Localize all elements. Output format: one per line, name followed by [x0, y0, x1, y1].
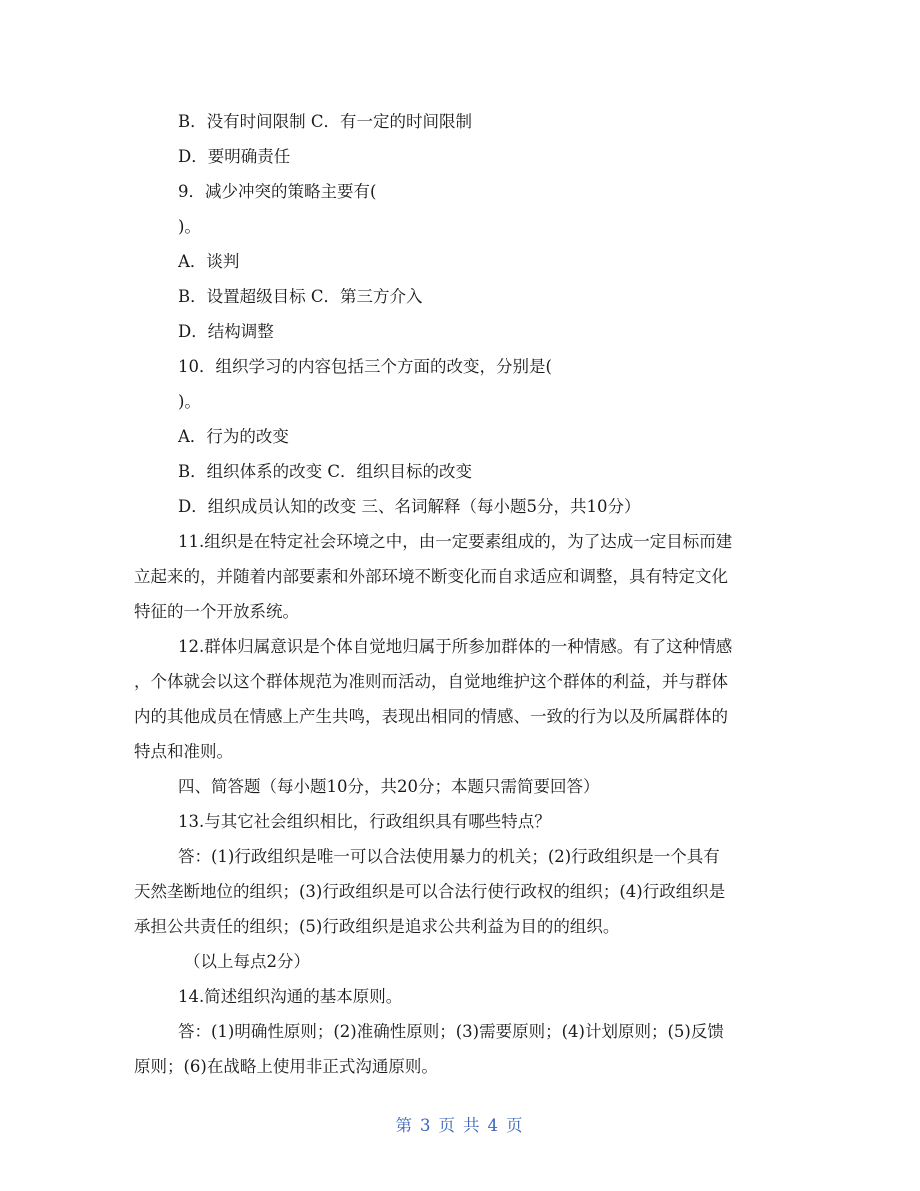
answer-13 — [134, 839, 742, 944]
definition-11-line: 11.组织是在特定社会环境之中，由一定要素组成的，为了达成一定目标而建 — [178, 532, 733, 551]
definition-12 — [134, 629, 742, 769]
option-line: D．要明确责任 — [178, 147, 291, 166]
footer-ye: 页 — [438, 1116, 457, 1135]
answer-14-line: 原则；(6)在战略上使用非正式沟通原则。 — [134, 1057, 438, 1076]
definition-12-line: ，个体就会以这个群体规范为准则而活动，自觉地维护这个群体的利益，并与群体 — [134, 672, 728, 691]
definition-12-line: 12.群体归属意识是个体自觉地归属于所参加群体的一种情感。有了这种情感 — [178, 637, 733, 656]
footer-total-pages: 4 — [487, 1116, 500, 1135]
definition-12-line: 内的其他成员在情感上产生共鸣，表现出相同的情感、一致的行为以及所属群体的 — [134, 707, 728, 726]
option-line: A．谈判 — [178, 252, 240, 271]
question-line-continued: )。 — [178, 217, 201, 236]
answer-14 — [134, 1014, 742, 1084]
footer-ye2: 页 — [506, 1116, 525, 1135]
option-line: D．组织成员认知的改变 三、名词解释（每小题5分，共10分） — [178, 497, 641, 516]
footer-di: 第 — [395, 1116, 414, 1135]
option-line: B．设置超级目标 C．第三方介入 — [178, 287, 423, 306]
option-line: A．行为的改变 — [178, 427, 289, 446]
question-14: 14.简述组织沟通的基本原则。 — [178, 987, 403, 1006]
answer-14-line: 答：(1)明确性原则；(2)准确性原则；(3)需要原则；(4)计划原则；(5)反馈 — [178, 1022, 724, 1041]
definition-12-line: 特点和准则。 — [134, 742, 233, 761]
definition-11-line: 特征的一个开放系统。 — [134, 602, 299, 621]
definition-11-line: 立起来的，并随着内部要素和外部环境不断变化而自求适应和调整，具有特定文化 — [134, 567, 728, 586]
option-line: B．没有时间限制 C．有一定的时间限制 — [178, 112, 472, 131]
question-line-continued: )。 — [178, 392, 201, 411]
footer-gong: 共 — [463, 1116, 482, 1135]
answer-13-line: 承担公共责任的组织；(5)行政组织是追求公共利益为目的的组织。 — [134, 917, 620, 936]
answer-13-line: 天然垄断地位的组织；(3)行政组织是可以合法行使行政权的组织；(4)行政组织是 — [134, 882, 726, 901]
score-note: （以上每点2分） — [184, 952, 310, 971]
definition-11 — [134, 524, 742, 629]
answer-13-line: 答：(1)行政组织是唯一可以合法使用暴力的机关；(2)行政组织是一个具有 — [178, 847, 720, 866]
footer-page-number: 3 — [420, 1116, 433, 1135]
question-13: 13.与其它社会组织相比，行政组织具有哪些特点？ — [178, 812, 551, 831]
page-content — [134, 104, 786, 1084]
question-line: 10．组织学习的内容包括三个方面的改变，分别是( — [178, 357, 552, 376]
page-footer — [0, 1112, 920, 1136]
section-heading: 四、简答题（每小题10分，共20分；本题只需简要回答） — [178, 777, 600, 796]
question-line: 9．减少冲突的策略主要有( — [178, 182, 377, 201]
option-line: B．组织体系的改变 C．组织目标的改变 — [178, 462, 472, 481]
option-line: D．结构调整 — [178, 322, 274, 341]
